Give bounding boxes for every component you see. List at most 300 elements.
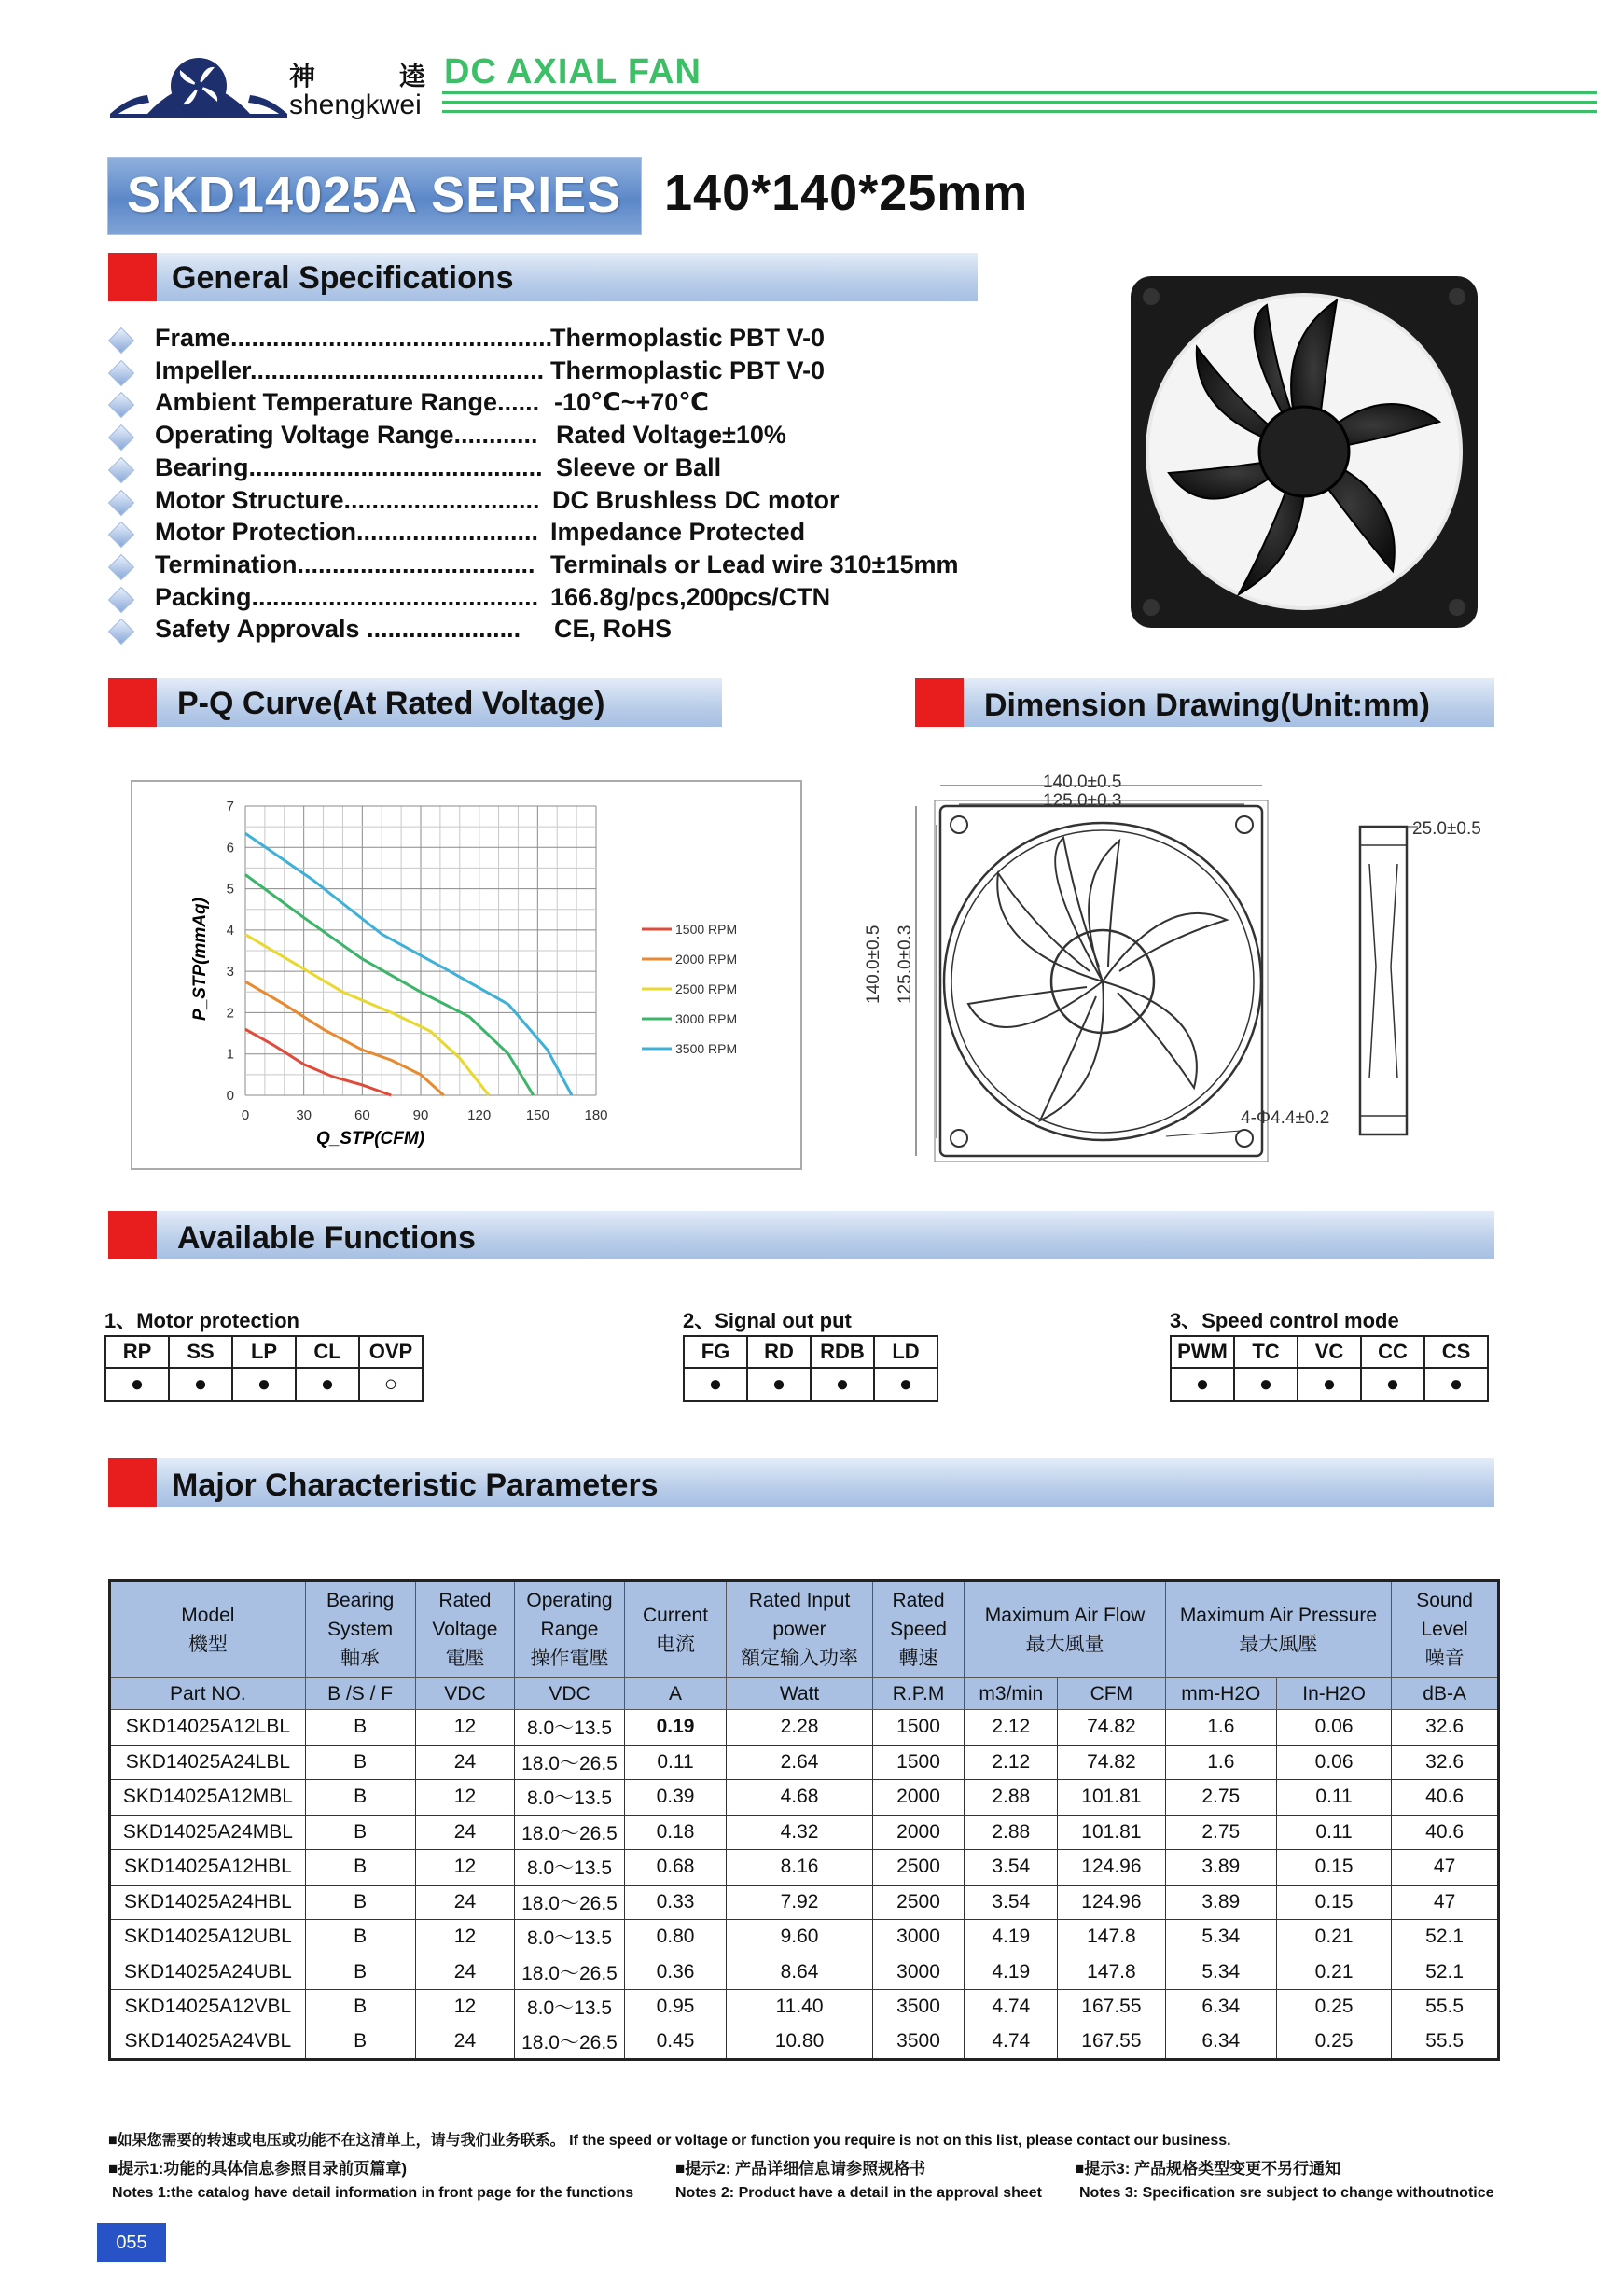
column-header	[1392, 1581, 1499, 1678]
legend-label: 2000 RPM	[675, 952, 738, 967]
function-code: CS	[1424, 1336, 1488, 1368]
table-cell: 5.34	[1165, 1955, 1276, 1990]
column-header	[305, 1581, 415, 1678]
spec-label: Motor Structure............................	[155, 485, 540, 514]
table-cell: 74.82	[1058, 1745, 1165, 1780]
brand-chinese-name-2: 逵	[399, 61, 426, 91]
brand-english-name: shengkwei	[289, 90, 422, 120]
column-header-en: Rated Input power	[748, 1590, 851, 1640]
table-row	[110, 1885, 1499, 1920]
section-major-parameters	[108, 1458, 1494, 1507]
function-code: LD	[874, 1336, 937, 1368]
table-row	[110, 1780, 1499, 1816]
function-availability-mark: ●	[105, 1368, 169, 1401]
table-cell: 11.40	[727, 1990, 872, 2025]
table-cell: 124.96	[1058, 1885, 1165, 1920]
table-cell: 147.8	[1058, 1920, 1165, 1955]
function-availability-mark: ●	[811, 1368, 874, 1401]
table-cell: 24	[415, 1745, 515, 1780]
x-tick-label: 150	[525, 1107, 549, 1123]
unit-header: Part NO.	[110, 1678, 306, 1710]
dim-mounting-holes: 4-Φ4.4±0.2	[1241, 1108, 1330, 1128]
table-cell: 0.21	[1276, 1955, 1391, 1990]
signal-output-table	[683, 1335, 938, 1402]
table-cell: 55.5	[1392, 2025, 1499, 2060]
spec-value: Sleeve or Ball	[556, 452, 722, 481]
spec-label: Bearing..........................................	[155, 452, 543, 481]
spec-value: Terminals or Lead wire 310±15mm	[550, 550, 959, 578]
x-tick-label: 90	[412, 1107, 429, 1123]
y-axis-label: P_STP(mmAq)	[190, 898, 210, 1021]
series-line	[245, 875, 534, 1095]
speed-control-table	[1170, 1335, 1489, 1402]
y-tick-label: 5	[226, 881, 234, 898]
table-cell: SKD14025A24MBL	[110, 1815, 306, 1850]
table-cell: 101.81	[1058, 1780, 1165, 1816]
table-cell: 8.64	[727, 1955, 872, 1990]
column-header-cn: 軸承	[340, 1647, 381, 1670]
function-availability-mark: ●	[684, 1368, 747, 1401]
dim-hole-spacing-vertical: 125.0±0.3	[896, 925, 915, 1004]
column-header-cn: 电流	[656, 1633, 696, 1655]
unit-header: A	[624, 1678, 727, 1710]
diamond-bullet-icon	[108, 554, 134, 580]
table-cell: 3000	[872, 1955, 965, 1990]
spec-value: 166.8g/pcs,200pcs/CTN	[550, 582, 831, 611]
table-cell: 1500	[872, 1710, 965, 1746]
table-cell: 24	[415, 1815, 515, 1850]
spec-value: Thermoplastic PBT V-0	[550, 355, 826, 384]
table-cell: 2.75	[1165, 1815, 1276, 1850]
table-cell: B	[305, 1815, 415, 1850]
y-tick-label: 0	[226, 1088, 234, 1104]
table-cell: 2500	[872, 1850, 965, 1886]
section-title: Major Characteristic Parameters	[172, 1468, 659, 1503]
function-availability-mark: ●	[1234, 1368, 1298, 1401]
table-cell: 2.75	[1165, 1780, 1276, 1816]
table-cell: B	[305, 1745, 415, 1780]
unit-header: mm-H2O	[1165, 1678, 1276, 1710]
unit-header: VDC	[415, 1678, 515, 1710]
table-cell: 32.6	[1392, 1710, 1499, 1746]
dim-outer-width: 140.0±0.5	[1043, 772, 1122, 792]
table-cell: 4.32	[727, 1815, 872, 1850]
spec-value: Rated Voltage±10%	[556, 421, 786, 450]
x-tick-label: 0	[241, 1107, 250, 1123]
table-cell: 12	[415, 1710, 515, 1746]
column-header	[515, 1581, 624, 1678]
diamond-bullet-icon	[108, 619, 134, 645]
column-header-en: Model	[181, 1604, 235, 1626]
table-cell: 18.0～26.5	[515, 2025, 624, 2060]
spec-label: Ambient Temperature Range......	[155, 388, 540, 417]
table-cell: 1500	[872, 1745, 965, 1780]
table-cell: B	[305, 1920, 415, 1955]
section-title: Dimension Drawing(Unit:mm)	[984, 688, 1430, 723]
function-availability-mark: ●	[296, 1368, 359, 1401]
function-code: OVP	[359, 1336, 423, 1368]
table-cell: 101.81	[1058, 1815, 1165, 1850]
x-tick-label: 30	[296, 1107, 312, 1123]
table-cell: 8.0～13.5	[515, 1710, 624, 1746]
table-cell: 12	[415, 1780, 515, 1816]
table-cell: 0.15	[1276, 1850, 1391, 1886]
legend-label: 1500 RPM	[675, 922, 738, 937]
table-cell: 3000	[872, 1920, 965, 1955]
section-marker	[108, 1458, 157, 1507]
page-number: 055	[97, 2223, 166, 2262]
column-header-cn: 最大風壓	[1239, 1633, 1318, 1655]
legend-label: 3500 RPM	[675, 1041, 738, 1056]
column-header	[965, 1581, 1165, 1678]
table-cell: 4.19	[965, 1920, 1058, 1955]
table-cell: 0.06	[1276, 1710, 1391, 1746]
brand-logo	[110, 49, 287, 121]
spec-value: DC Brushless DC motor	[552, 485, 840, 514]
note-tip-3-cn: ■提示3: 产品规格类型变更不另行通知	[1075, 2160, 1341, 2178]
column-header-cn: 機型	[187, 1633, 228, 1655]
function-availability-mark: ●	[169, 1368, 232, 1401]
table-row	[110, 1815, 1499, 1850]
diamond-bullet-icon	[108, 392, 134, 418]
column-header-cn: 電壓	[445, 1647, 485, 1670]
table-cell: 47	[1392, 1850, 1499, 1886]
motor-protection-title: 1、Motor protection	[104, 1309, 299, 1332]
function-availability-mark: ●	[1298, 1368, 1361, 1401]
note-tip-2-cn: ■提示2: 产品详细信息请参照规格书	[675, 2160, 926, 2178]
table-cell: 55.5	[1392, 1990, 1499, 2025]
table-cell: 24	[415, 1955, 515, 1990]
table-cell: B	[305, 1990, 415, 2025]
table-cell: 3500	[872, 1990, 965, 2025]
table-cell: 12	[415, 1850, 515, 1886]
function-code: CC	[1361, 1336, 1424, 1368]
section-marker	[108, 678, 157, 727]
table-cell: 32.6	[1392, 1745, 1499, 1780]
dim-outer-height: 140.0±0.5	[864, 925, 883, 1004]
column-header-cn: 額定输入功率	[741, 1647, 859, 1670]
table-cell: SKD14025A24VBL	[110, 2025, 306, 2060]
unit-header: R.P.M	[872, 1678, 965, 1710]
function-mark-row	[105, 1368, 423, 1401]
x-axis-label: Q_STP(CFM)	[315, 1129, 425, 1148]
table-cell: 0.06	[1276, 1745, 1391, 1780]
table-cell: 0.45	[624, 2025, 727, 2060]
table-cell: 40.6	[1392, 1815, 1499, 1850]
note-contact: ■如果您需要的转速或电压或功能不在这清单上，请与我们业务联系。 If the speed or voltage or function you require is not on this list, please contact our business.	[108, 2133, 1231, 2149]
table-cell: 4.74	[965, 2025, 1058, 2060]
table-cell: 1.6	[1165, 1710, 1276, 1746]
pq-chart-svg	[132, 782, 800, 1168]
y-tick-label: 2	[226, 1005, 234, 1022]
y-tick-label: 3	[226, 964, 234, 981]
table-cell: 0.18	[624, 1815, 727, 1850]
dimension-drawing	[858, 772, 1511, 1172]
table-cell: 1.6	[1165, 1745, 1276, 1780]
column-header-en: Bearing System	[326, 1590, 395, 1640]
table-cell: 2000	[872, 1815, 965, 1850]
function-mark-row	[1171, 1368, 1488, 1401]
unit-header: m3/min	[965, 1678, 1058, 1710]
table-cell: 0.25	[1276, 2025, 1391, 2060]
table-row	[110, 1920, 1499, 1955]
table-cell: 3.54	[965, 1850, 1058, 1886]
table-cell: 6.34	[1165, 1990, 1276, 2025]
table-cell: 8.0～13.5	[515, 1990, 624, 2025]
table-cell: 18.0～26.5	[515, 1745, 624, 1780]
spec-label: Impeller..........................................	[155, 355, 545, 384]
function-availability-mark: ●	[1171, 1368, 1234, 1401]
spec-label: Safety Approvals ......................	[155, 615, 521, 644]
function-header-row	[1171, 1336, 1488, 1368]
section-pq-curve	[108, 678, 722, 727]
series-name: SKD14025A SERIES	[127, 167, 622, 223]
table-cell: 0.33	[624, 1885, 727, 1920]
spec-value: Thermoplastic PBT V-0	[550, 324, 826, 352]
table-cell: 6.34	[1165, 2025, 1276, 2060]
column-header	[110, 1581, 306, 1678]
table-cell: 47	[1392, 1885, 1499, 1920]
table-cell: 12	[415, 1990, 515, 2025]
header-rule-1	[442, 91, 1597, 94]
note-2-en: Notes 2: Product have a detail in the approval sheet	[675, 2185, 1042, 2201]
table-cell: B	[305, 1850, 415, 1886]
function-availability-mark: ●	[1424, 1368, 1488, 1401]
table-cell: SKD14025A12MBL	[110, 1780, 306, 1816]
function-code: VC	[1298, 1336, 1361, 1368]
unit-header: dB-A	[1392, 1678, 1499, 1710]
function-availability-mark: ●	[1361, 1368, 1424, 1401]
column-header-en: Maximum Air Pressure	[1179, 1604, 1378, 1626]
fan-logo-icon	[110, 49, 287, 121]
function-code: PWM	[1171, 1336, 1234, 1368]
table-cell: 9.60	[727, 1920, 872, 1955]
function-availability-mark: ●	[874, 1368, 937, 1401]
dim-depth: 25.0±0.5	[1412, 819, 1481, 839]
table-cell: B	[305, 1710, 415, 1746]
x-tick-label: 60	[354, 1107, 370, 1123]
table-row	[110, 1955, 1499, 1990]
table-cell: 0.25	[1276, 1990, 1391, 2025]
table-cell: 3.54	[965, 1885, 1058, 1920]
table-cell: 8.0～13.5	[515, 1780, 624, 1816]
function-code: TC	[1234, 1336, 1298, 1368]
table-row	[110, 2025, 1499, 2060]
table-cell: 0.11	[1276, 1780, 1391, 1816]
spec-label: Motor Protection..........................	[155, 518, 539, 547]
diamond-bullet-icon	[108, 424, 134, 451]
table-cell: B	[305, 1955, 415, 1990]
column-header-en: Current	[643, 1604, 709, 1626]
table-cell: B	[305, 2025, 415, 2060]
table-cell: 7.92	[727, 1885, 872, 1920]
speed-control-title: 3、Speed control mode	[1170, 1309, 1399, 1332]
function-code: LP	[232, 1336, 296, 1368]
table-cell: 0.11	[624, 1745, 727, 1780]
column-header	[727, 1581, 872, 1678]
series-size: 140*140*25mm	[664, 165, 1029, 221]
table-row	[110, 1850, 1499, 1886]
signal-output-title: 2、Signal out put	[683, 1309, 852, 1332]
table-cell: 124.96	[1058, 1850, 1165, 1886]
column-header-en: Rated Speed	[890, 1590, 947, 1640]
section-general-specifications	[108, 253, 978, 301]
column-header-cn: 轉速	[898, 1647, 938, 1670]
diamond-bullet-icon	[108, 360, 134, 386]
column-header-en: Operating Range	[526, 1590, 613, 1640]
y-tick-label: 1	[226, 1046, 234, 1063]
section-dimension-drawing	[915, 678, 1494, 727]
diamond-bullet-icon	[108, 489, 134, 515]
table-cell: 40.6	[1392, 1780, 1499, 1816]
column-header-en: Rated Voltage	[432, 1590, 498, 1640]
table-row	[110, 1990, 1499, 2025]
table-cell: 3.89	[1165, 1850, 1276, 1886]
table-cell: SKD14025A24UBL	[110, 1955, 306, 1990]
table-cell: 2.64	[727, 1745, 872, 1780]
table-cell: 2.12	[965, 1745, 1058, 1780]
function-code: CL	[296, 1336, 359, 1368]
pq-chart	[131, 780, 802, 1170]
table-cell: 4.68	[727, 1780, 872, 1816]
header-rule-3	[442, 110, 1597, 113]
dim-hole-spacing: 125.0±0.3	[1043, 791, 1122, 811]
table-cell: 2500	[872, 1885, 965, 1920]
y-tick-label: 7	[226, 799, 234, 814]
column-header	[415, 1581, 515, 1678]
table-cell: SKD14025A12LBL	[110, 1710, 306, 1746]
spec-value: CE, RoHS	[554, 615, 673, 644]
table-cell: 18.0～26.5	[515, 1955, 624, 1990]
function-availability-mark: ●	[232, 1368, 296, 1401]
header-rule-2	[442, 101, 1597, 104]
table-cell: 0.95	[624, 1990, 727, 2025]
column-header-cn: 操作電壓	[530, 1647, 609, 1670]
table-cell: 2.12	[965, 1710, 1058, 1746]
table-cell: 0.21	[1276, 1920, 1391, 1955]
table-cell: 5.34	[1165, 1920, 1276, 1955]
function-header-row	[105, 1336, 423, 1368]
function-code: SS	[169, 1336, 232, 1368]
table-cell: 4.19	[965, 1955, 1058, 1990]
table-cell: 3.89	[1165, 1885, 1276, 1920]
diamond-bullet-icon	[108, 457, 134, 483]
diamond-bullet-icon	[108, 522, 134, 548]
series-line	[245, 935, 489, 1095]
brand-chinese-name-1: 神	[289, 61, 316, 91]
note-1-en: Notes 1:the catalog have detail information in front page for the functions	[112, 2185, 634, 2201]
spec-label: Termination..................................	[155, 550, 535, 578]
table-cell: 0.36	[624, 1955, 727, 1990]
table-cell: 0.68	[624, 1850, 727, 1886]
function-header-row	[684, 1336, 937, 1368]
legend-label: 2500 RPM	[675, 981, 738, 996]
table-cell: 8.0～13.5	[515, 1850, 624, 1886]
section-title: P-Q Curve(At Rated Voltage)	[177, 686, 605, 721]
x-tick-label: 180	[584, 1107, 608, 1123]
table-cell: 52.1	[1392, 1955, 1499, 1990]
function-code: RDB	[811, 1336, 874, 1368]
column-header-cn: 最大風量	[1025, 1633, 1104, 1655]
section-marker	[915, 678, 964, 727]
table-cell: B	[305, 1885, 415, 1920]
unit-header: B /S / F	[305, 1678, 415, 1710]
section-title: General Specifications	[172, 260, 514, 296]
table-cell: SKD14025A12HBL	[110, 1850, 306, 1886]
spec-label: Packing.........................................	[155, 582, 539, 611]
table-row	[110, 1745, 1499, 1780]
diamond-bullet-icon	[108, 586, 134, 612]
table-cell: SKD14025A24HBL	[110, 1885, 306, 1920]
y-tick-label: 6	[226, 840, 234, 856]
spec-value: -10℃~+70℃	[554, 388, 709, 417]
table-cell: 0.15	[1276, 1885, 1391, 1920]
table-cell: 8.16	[727, 1850, 872, 1886]
function-code: FG	[684, 1336, 747, 1368]
x-tick-label: 120	[467, 1107, 492, 1123]
series-line	[245, 1029, 391, 1095]
column-header-en: Maximum Air Flow	[984, 1604, 1146, 1626]
unit-header: Watt	[727, 1678, 872, 1710]
table-cell: 10.80	[727, 2025, 872, 2060]
table-cell: 0.19	[624, 1710, 727, 1746]
unit-header: In-H2O	[1276, 1678, 1391, 1710]
table-cell: 167.55	[1058, 2025, 1165, 2060]
column-header-en: Sound Level	[1416, 1590, 1473, 1640]
series-line	[245, 981, 444, 1095]
table-cell: 167.55	[1058, 1990, 1165, 2025]
table-cell: 147.8	[1058, 1955, 1165, 1990]
function-code: RP	[105, 1336, 169, 1368]
function-mark-row	[684, 1368, 937, 1401]
table-cell: SKD14025A12UBL	[110, 1920, 306, 1955]
spec-label: Operating Voltage Range............	[155, 421, 538, 450]
unit-header: VDC	[515, 1678, 624, 1710]
function-availability-mark: ○	[359, 1368, 423, 1401]
table-cell: 24	[415, 2025, 515, 2060]
spec-label: Frame..............................................	[155, 324, 553, 352]
table-cell: 12	[415, 1920, 515, 1955]
unit-header: CFM	[1058, 1678, 1165, 1710]
table-cell: 2.88	[965, 1780, 1058, 1816]
section-title: Available Functions	[177, 1220, 476, 1256]
column-header	[1165, 1581, 1392, 1678]
document-title: DC AXIAL FAN	[444, 52, 701, 91]
table-row	[110, 1710, 1499, 1746]
table-cell: 2.28	[727, 1710, 872, 1746]
table-cell: 52.1	[1392, 1920, 1499, 1955]
table-cell: 2.88	[965, 1815, 1058, 1850]
table-cell: 74.82	[1058, 1710, 1165, 1746]
function-code: RD	[747, 1336, 811, 1368]
section-available-functions	[108, 1211, 1494, 1259]
diamond-bullet-icon	[108, 327, 134, 354]
table-cell: 3500	[872, 2025, 965, 2060]
section-marker	[108, 253, 157, 301]
table-cell: B	[305, 1780, 415, 1816]
legend-label: 3000 RPM	[675, 1011, 738, 1026]
motor-protection-table	[104, 1335, 424, 1402]
table-cell: 4.74	[965, 1990, 1058, 2025]
table-cell: 18.0～26.5	[515, 1885, 624, 1920]
table-cell: 24	[415, 1885, 515, 1920]
table-cell: 0.39	[624, 1780, 727, 1816]
note-3-en: Notes 3: Specification sre subject to change withoutnotice	[1079, 2185, 1494, 2201]
fan-photo	[1127, 272, 1481, 632]
table-cell: 18.0～26.5	[515, 1815, 624, 1850]
table-cell: 2000	[872, 1780, 965, 1816]
column-header	[624, 1581, 727, 1678]
